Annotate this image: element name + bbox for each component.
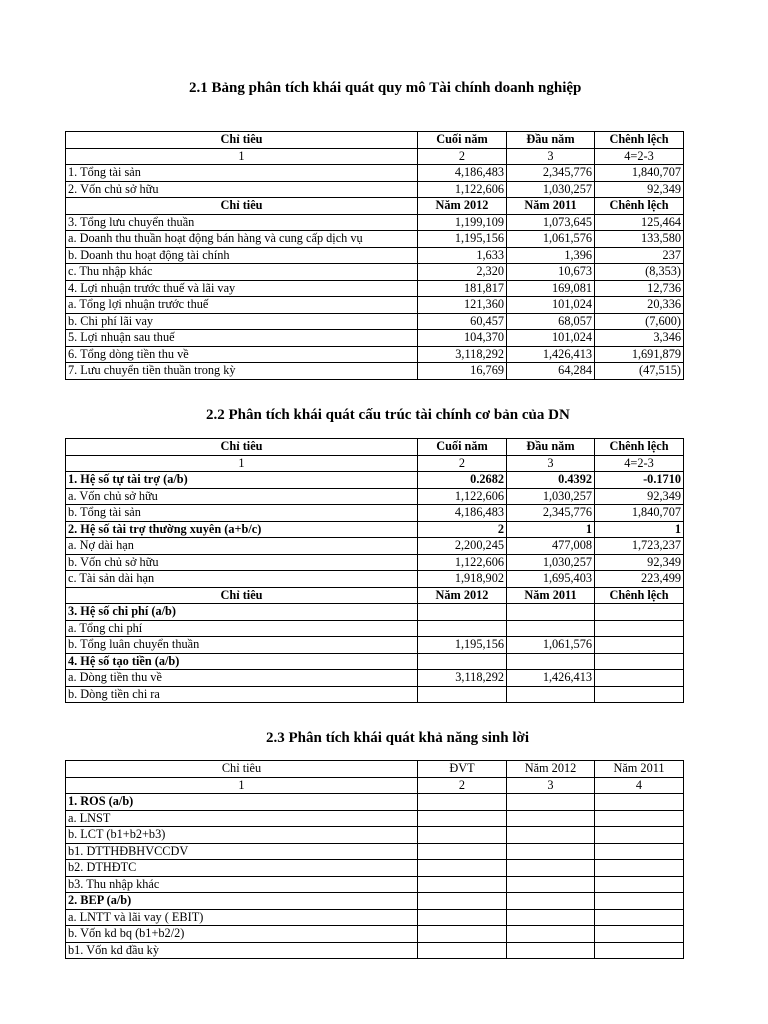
value-cell (595, 604, 684, 621)
row-label-cell: b2. DTHĐTC (66, 860, 418, 877)
value-cell: ĐVT (418, 761, 507, 778)
row-label-cell: a. LNTT và lãi vay ( EBIT) (66, 909, 418, 926)
value-cell (595, 876, 684, 893)
value-cell: 92,349 (595, 554, 684, 571)
value-cell (595, 843, 684, 860)
value-cell: 181,817 (418, 280, 507, 297)
value-cell: 3 (507, 455, 595, 472)
value-cell: 125,464 (595, 214, 684, 231)
value-cell: 2 (418, 777, 507, 794)
value-cell (507, 926, 595, 943)
value-cell (418, 926, 507, 943)
value-cell: 1,691,879 (595, 346, 684, 363)
value-cell (507, 810, 595, 827)
value-cell (595, 926, 684, 943)
row-label-cell: b. LCT (b1+b2+b3) (66, 827, 418, 844)
table-row (66, 761, 684, 778)
value-cell (595, 942, 684, 959)
table-row (66, 860, 684, 877)
value-cell: 1,122,606 (418, 488, 507, 505)
table-row (66, 231, 684, 248)
table-row (66, 794, 684, 811)
value-cell: Cuối năm (418, 132, 507, 149)
section1-title: 2.1 Bảng phân tích khái quát quy mô Tài chính doanh nghiệp (189, 80, 582, 96)
value-cell: (8,353) (595, 264, 684, 281)
row-label-cell: b1. Vốn kd đầu kỳ (66, 942, 418, 959)
table-row (66, 777, 684, 794)
value-cell (507, 843, 595, 860)
table-row (66, 505, 684, 522)
value-cell: 1,426,413 (507, 346, 595, 363)
value-cell: 2,200,245 (418, 538, 507, 555)
table-row (66, 843, 684, 860)
value-cell: 101,024 (507, 330, 595, 347)
table-row (66, 165, 684, 182)
row-label-cell: b. Dòng tiền chi ra (66, 686, 418, 703)
row-label-cell: 1 (66, 455, 418, 472)
value-cell: 20,336 (595, 297, 684, 314)
value-cell: Năm 2011 (595, 761, 684, 778)
value-cell: 2 (418, 521, 507, 538)
value-cell: 4=2-3 (595, 455, 684, 472)
row-label-cell: c. Thu nhập khác (66, 264, 418, 281)
row-label-cell: 1 (66, 148, 418, 165)
value-cell: 92,349 (595, 181, 684, 198)
row-label-cell: Chỉ tiêu (66, 198, 418, 215)
value-cell: Năm 2011 (507, 198, 595, 215)
value-cell: (7,600) (595, 313, 684, 330)
value-cell: 223,499 (595, 571, 684, 588)
value-cell (595, 810, 684, 827)
value-cell (418, 686, 507, 703)
value-cell (507, 686, 595, 703)
value-cell: 3,118,292 (418, 670, 507, 687)
table-row (66, 942, 684, 959)
row-label-cell: 5. Lợi nhuận sau thuế (66, 330, 418, 347)
value-cell: 169,081 (507, 280, 595, 297)
value-cell (418, 827, 507, 844)
row-label-cell: 2. Vốn chủ sở hữu (66, 181, 418, 198)
value-cell (595, 827, 684, 844)
table-row (66, 538, 684, 555)
value-cell (595, 893, 684, 910)
value-cell (418, 620, 507, 637)
value-cell: 1,840,707 (595, 165, 684, 182)
value-cell: 1,122,606 (418, 554, 507, 571)
value-cell: 477,008 (507, 538, 595, 555)
row-label-cell: a. Doanh thu thuần hoạt động bán hàng và cung cấp dịch vụ (66, 231, 418, 248)
row-label-cell: 4. Lợi nhuận trước thuế và lãi vay (66, 280, 418, 297)
value-cell (507, 893, 595, 910)
row-label-cell: b. Vốn chủ sở hữu (66, 554, 418, 571)
row-label-cell: b. Tổng luân chuyển thuần (66, 637, 418, 654)
table-row (66, 148, 684, 165)
section3-table (65, 760, 684, 959)
value-cell: 101,024 (507, 297, 595, 314)
value-cell (418, 604, 507, 621)
value-cell: 1,030,257 (507, 488, 595, 505)
value-cell (595, 794, 684, 811)
value-cell (418, 893, 507, 910)
value-cell (418, 810, 507, 827)
value-cell: 2 (418, 148, 507, 165)
value-cell: 68,057 (507, 313, 595, 330)
value-cell: Năm 2011 (507, 587, 595, 604)
table-row (66, 686, 684, 703)
value-cell (507, 604, 595, 621)
value-cell: 1 (507, 521, 595, 538)
table-row (66, 313, 684, 330)
row-label-cell: Chỉ tiêu (66, 132, 418, 149)
value-cell: 1,396 (507, 247, 595, 264)
table-row (66, 346, 684, 363)
section1-table (65, 131, 684, 380)
value-cell: 1,723,237 (595, 538, 684, 555)
row-label-cell: 1. Hệ số tự tài trợ (a/b) (66, 472, 418, 489)
value-cell (507, 827, 595, 844)
value-cell (507, 860, 595, 877)
row-label-cell: b. Doanh thu hoạt động tài chính (66, 247, 418, 264)
value-cell: 1,195,156 (418, 637, 507, 654)
value-cell (418, 653, 507, 670)
table-row (66, 264, 684, 281)
table-row (66, 132, 684, 149)
table-row (66, 810, 684, 827)
value-cell: 92,349 (595, 488, 684, 505)
value-cell: 1,061,576 (507, 231, 595, 248)
value-cell (595, 909, 684, 926)
table-row (66, 198, 684, 215)
value-cell: 4=2-3 (595, 148, 684, 165)
value-cell: Năm 2012 (507, 761, 595, 778)
value-cell: (47,515) (595, 363, 684, 380)
value-cell: 2,345,776 (507, 505, 595, 522)
value-cell: 104,370 (418, 330, 507, 347)
table-row (66, 330, 684, 347)
value-cell: 2,320 (418, 264, 507, 281)
table-row (66, 214, 684, 231)
value-cell: 1,061,576 (507, 637, 595, 654)
value-cell: 133,580 (595, 231, 684, 248)
value-cell (418, 860, 507, 877)
table-row (66, 909, 684, 926)
value-cell (418, 876, 507, 893)
value-cell (507, 942, 595, 959)
value-cell: 3 (507, 777, 595, 794)
value-cell: 1,918,902 (418, 571, 507, 588)
row-label-cell: 7. Lưu chuyển tiền thuần trong kỳ (66, 363, 418, 380)
row-label-cell: 2. Hệ số tài trợ thường xuyên (a+b/c) (66, 521, 418, 538)
value-cell: Đầu năm (507, 132, 595, 149)
row-label-cell: a. Tổng chi phí (66, 620, 418, 637)
value-cell: 4 (595, 777, 684, 794)
value-cell: 1,195,156 (418, 231, 507, 248)
row-label-cell: Chỉ tiêu (66, 761, 418, 778)
value-cell (418, 843, 507, 860)
value-cell: 0.2682 (418, 472, 507, 489)
value-cell: 2,345,776 (507, 165, 595, 182)
row-label-cell: 3. Tổng lưu chuyển thuần (66, 214, 418, 231)
value-cell: Chênh lệch (595, 439, 684, 456)
row-label-cell: c. Tài sản dài hạn (66, 571, 418, 588)
value-cell: 121,360 (418, 297, 507, 314)
value-cell: 10,673 (507, 264, 595, 281)
value-cell (507, 876, 595, 893)
row-label-cell: b3. Thu nhập khác (66, 876, 418, 893)
table-row (66, 637, 684, 654)
value-cell: Chênh lệch (595, 587, 684, 604)
value-cell (595, 686, 684, 703)
value-cell: 1,122,606 (418, 181, 507, 198)
table-row (66, 521, 684, 538)
value-cell: 237 (595, 247, 684, 264)
value-cell (418, 942, 507, 959)
value-cell (595, 670, 684, 687)
value-cell: 1,633 (418, 247, 507, 264)
value-cell: 1,199,109 (418, 214, 507, 231)
value-cell: Cuối năm (418, 439, 507, 456)
table-row (66, 587, 684, 604)
value-cell: 0.4392 (507, 472, 595, 489)
row-label-cell: a. Nợ dài hạn (66, 538, 418, 555)
value-cell: 1,426,413 (507, 670, 595, 687)
row-label-cell: Chỉ tiêu (66, 587, 418, 604)
row-label-cell: 1 (66, 777, 418, 794)
value-cell: Đầu năm (507, 439, 595, 456)
value-cell: Năm 2012 (418, 587, 507, 604)
section2-title: 2.2 Phân tích khái quát cấu trúc tài chính cơ bản của DN (206, 407, 570, 423)
table-row (66, 670, 684, 687)
table-row (66, 297, 684, 314)
value-cell: 1,030,257 (507, 554, 595, 571)
value-cell: 3 (507, 148, 595, 165)
value-cell: 1 (595, 521, 684, 538)
value-cell (595, 637, 684, 654)
value-cell: 4,186,483 (418, 505, 507, 522)
row-label-cell: a. Tổng lợi nhuận trước thuế (66, 297, 418, 314)
table-row (66, 827, 684, 844)
value-cell: 1,030,257 (507, 181, 595, 198)
table-row (66, 571, 684, 588)
row-label-cell: b. Vốn kd bq (b1+b2/2) (66, 926, 418, 943)
table-row (66, 604, 684, 621)
row-label-cell: 6. Tổng dòng tiền thu về (66, 346, 418, 363)
value-cell (507, 909, 595, 926)
row-label-cell: 2. BEP (a/b) (66, 893, 418, 910)
value-cell: 3,346 (595, 330, 684, 347)
value-cell: 16,769 (418, 363, 507, 380)
value-cell (418, 794, 507, 811)
row-label-cell: a. Vốn chủ sở hữu (66, 488, 418, 505)
value-cell: 4,186,483 (418, 165, 507, 182)
table-row (66, 554, 684, 571)
row-label-cell: Chỉ tiêu (66, 439, 418, 456)
value-cell: Năm 2012 (418, 198, 507, 215)
table-row (66, 472, 684, 489)
value-cell (418, 909, 507, 926)
row-label-cell: a. LNST (66, 810, 418, 827)
table-row (66, 455, 684, 472)
value-cell: Chênh lệch (595, 198, 684, 215)
value-cell (507, 653, 595, 670)
row-label-cell: 1. ROS (a/b) (66, 794, 418, 811)
table-row (66, 280, 684, 297)
table-row (66, 653, 684, 670)
table-row (66, 181, 684, 198)
value-cell: 3,118,292 (418, 346, 507, 363)
table-row (66, 488, 684, 505)
table-row (66, 926, 684, 943)
section2-table (65, 438, 684, 703)
value-cell: 1,073,645 (507, 214, 595, 231)
row-label-cell: b. Chi phí lãi vay (66, 313, 418, 330)
row-label-cell: 4. Hệ số tạo tiền (a/b) (66, 653, 418, 670)
value-cell: 64,284 (507, 363, 595, 380)
value-cell (595, 620, 684, 637)
row-label-cell: b1. DTTHĐBHVCCDV (66, 843, 418, 860)
table-row (66, 439, 684, 456)
table-row (66, 620, 684, 637)
row-label-cell: a. Dòng tiền thu về (66, 670, 418, 687)
row-label-cell: b. Tổng tài sản (66, 505, 418, 522)
table-row (66, 876, 684, 893)
table-row (66, 363, 684, 380)
table-row (66, 247, 684, 264)
value-cell: 1,840,707 (595, 505, 684, 522)
row-label-cell: 3. Hệ số chi phí (a/b) (66, 604, 418, 621)
value-cell: -0.1710 (595, 472, 684, 489)
value-cell: 12,736 (595, 280, 684, 297)
value-cell: 60,457 (418, 313, 507, 330)
row-label-cell: 1. Tổng tài sản (66, 165, 418, 182)
value-cell: 1,695,403 (507, 571, 595, 588)
value-cell: 2 (418, 455, 507, 472)
table-row (66, 893, 684, 910)
value-cell (595, 860, 684, 877)
value-cell (595, 653, 684, 670)
value-cell (507, 620, 595, 637)
value-cell: Chênh lệch (595, 132, 684, 149)
value-cell (507, 794, 595, 811)
section3-title: 2.3 Phân tích khái quát khả năng sinh lời (266, 730, 529, 746)
